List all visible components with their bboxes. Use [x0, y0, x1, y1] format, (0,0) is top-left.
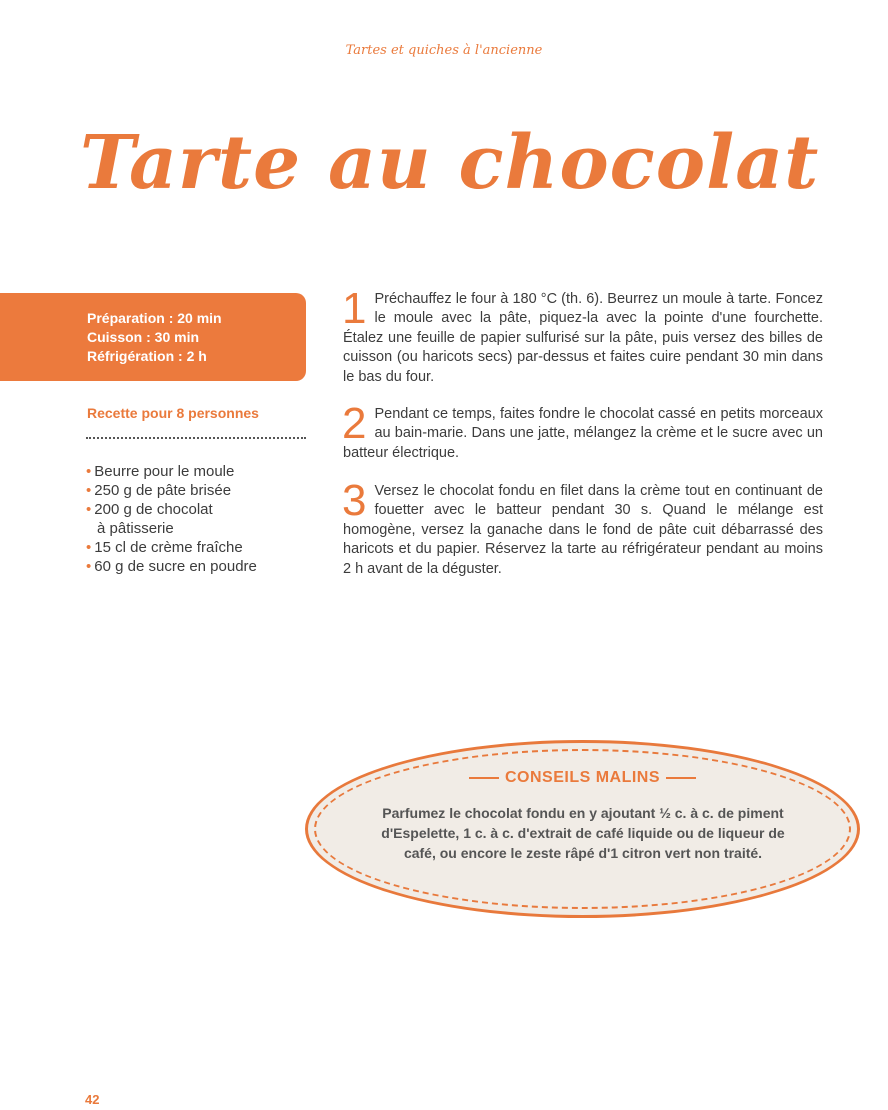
servings: Recette pour 8 personnes	[87, 405, 259, 421]
dotted-divider	[86, 437, 306, 439]
recipe-title: Tarte au chocolat	[80, 120, 820, 206]
step-1	[342, 284, 823, 387]
refrigeration-time: Réfrigération : 2 h	[87, 348, 207, 364]
ingredient-item-continuation: à pâtisserie	[97, 520, 174, 537]
preparation-time: Préparation : 20 min	[87, 310, 222, 326]
ingredient-item: • 250 g de pâte brisée	[86, 482, 232, 499]
bullet-icon: •	[86, 463, 92, 480]
step-text: Versez le chocolat fondu en filet dans la crème tout en continuant de fouetter avec le batteur pendant 30 s. Quand le mélange est homogène, versez la ganache dans le fond de pâte cuit débarrassé des haricots et du papier. Réservez la tarte au réfrigérateur pendant au moins 2 h avant de la déguster.	[343, 483, 823, 577]
bullet-icon: •	[86, 539, 92, 556]
step-number: 2	[342, 399, 367, 448]
tips-text: Parfumez le chocolat fondu en y ajoutant ½ c. à c. de piment d'Espelette, 1 c. à c. d'extrait de café liquide ou de liqueur de café, ou encore le zeste râpé d'1 citron vert non traité.	[381, 805, 785, 861]
ingredient-item: • 60 g de sucre en poudre	[86, 558, 257, 575]
step-number: 1	[342, 284, 367, 333]
step-text: Préchauffez le four à 180 °C (th. 6). Beurrez un moule à tarte. Foncez le moule avec la pâte, piquez-la avec la pointe d'une fourchette. Étalez une feuille de papier sulfurisé sur la pâte, puis versez des billes de cuisson (ou haricots secs) par-dessus et faites cuire pendant 30 min dans le bas du four.	[343, 291, 823, 385]
dash-icon	[666, 777, 696, 779]
ingredient-item: • 15 cl de crème fraîche	[86, 539, 243, 556]
bullet-icon: •	[86, 482, 92, 499]
cooking-time: Cuisson : 30 min	[87, 329, 200, 345]
tips-heading: CONSEILS MALINS	[308, 769, 857, 787]
step-number: 3	[342, 476, 367, 525]
bullet-icon: •	[86, 501, 92, 518]
step-2	[342, 399, 823, 463]
tips-box	[305, 740, 860, 918]
running-head: Tartes et quiches à l'ancienne	[345, 43, 543, 58]
bullet-icon: •	[86, 558, 92, 575]
timing-box	[0, 293, 306, 381]
ingredient-item: • Beurre pour le moule	[86, 463, 235, 480]
ingredient-item: • 200 g de chocolat	[86, 501, 213, 518]
dash-icon	[469, 777, 499, 779]
step-3	[342, 476, 823, 579]
ingredient-list	[86, 462, 257, 576]
page-number: 42	[85, 1092, 100, 1107]
step-text: Pendant ce temps, faites fondre le chocolat cassé en petits morceaux au bain-marie. Dans une jatte, mélangez la crème et le sucre avec un batteur électrique.	[343, 406, 823, 461]
